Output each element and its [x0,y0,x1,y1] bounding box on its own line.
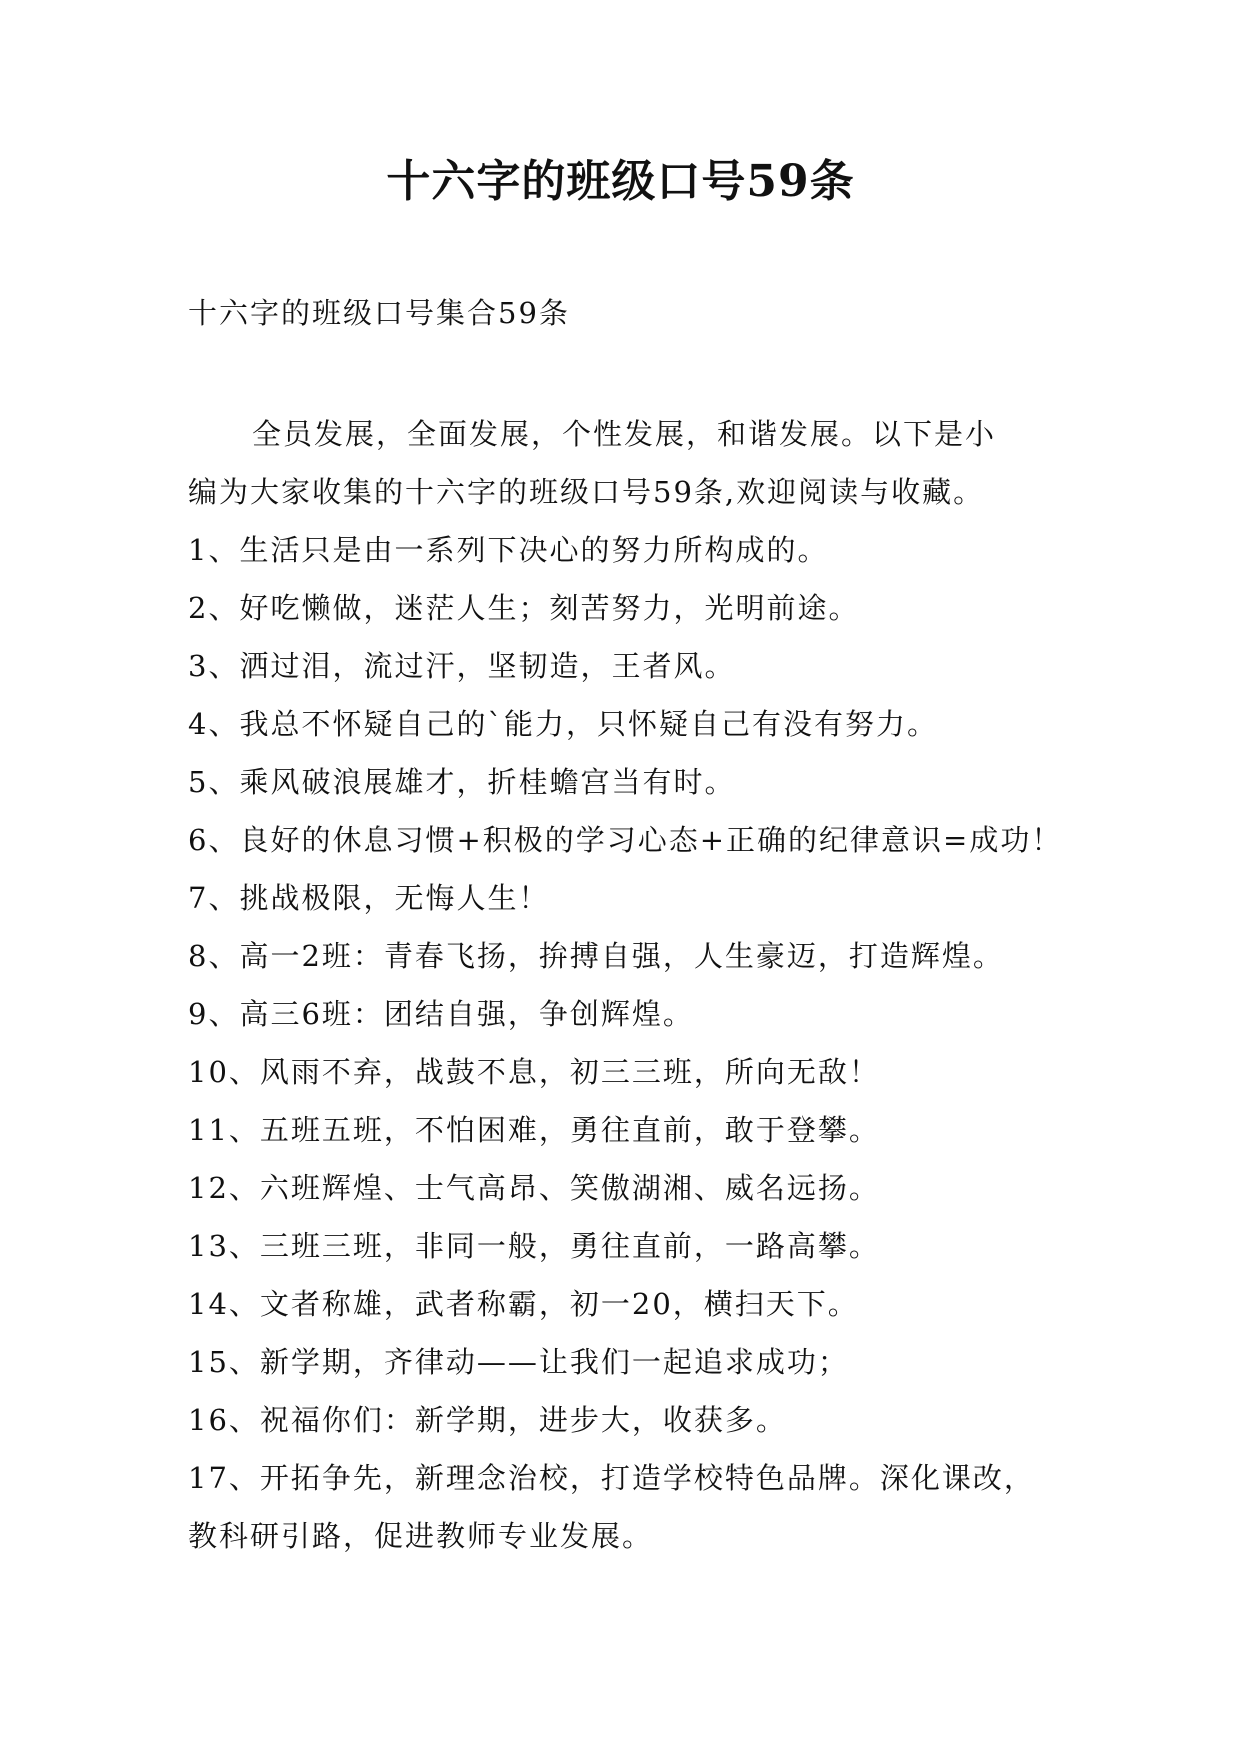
slogan-item-17-line: 17、开拓争先，新理念治校，打造学校特色品牌。深化课改， [188,1461,1035,1495]
slogan-item: 16、祝福你们：新学期，进步大，收获多。 [188,1403,787,1437]
slogan-item: 14、文者称雄，武者称霸，初一20，横扫天下。 [188,1287,859,1321]
intro-line: 全员发展，全面发展，个性发展，和谐发展。以下是小 [252,417,997,451]
slogan-item: 8、高一2班：青春飞扬，拚搏自强，人生豪迈，打造辉煌。 [188,939,1004,973]
slogan-item: 6、良好的休息习惯+积极的学习心态+正确的纪律意识=成功！ [188,823,1063,857]
slogan-item: 3、洒过泪，流过汗，坚韧造，王者风。 [188,649,736,683]
slogan-item: 11、五班五班，不怕困难，勇往直前，敢于登攀。 [188,1113,880,1147]
slogan-item: 2、好吃懒做，迷茫人生；刻苦努力，光明前途。 [188,591,860,625]
slogan-item: 13、三班三班，非同一般，勇往直前，一路高攀。 [188,1229,880,1263]
slogan-item-17-line: 教科研引路，促进教师专业发展。 [188,1519,654,1553]
slogan-item: 5、乘风破浪展雄才，折桂蟾宫当有时。 [188,765,736,799]
slogan-item: 15、新学期，齐律动——让我们一起追求成功； [188,1345,849,1379]
document-body [188,405,1068,1565]
intro-line: 编为大家收集的十六字的班级口号59条,欢迎阅读与收藏。 [188,475,985,509]
document-subtitle: 十六字的班级口号集合59条 [188,296,570,330]
slogan-item: 7、挑战极限，无悔人生！ [188,881,550,915]
slogan-item: 10、风雨不弃，战鼓不息，初三三班，所向无敌！ [188,1055,880,1089]
slogan-item: 12、六班辉煌、士气高昂、笑傲湖湘、威名远扬。 [188,1171,880,1205]
document-title: 十六字的班级口号59条 [386,156,855,207]
slogan-item: 4、我总不怀疑自己的`能力，只怀疑自己有没有努力。 [188,707,938,741]
slogan-item: 9、高三6班：团结自强，争创辉煌。 [188,997,694,1031]
slogan-item: 1、生活只是由一系列下决心的努力所构成的。 [188,533,829,567]
